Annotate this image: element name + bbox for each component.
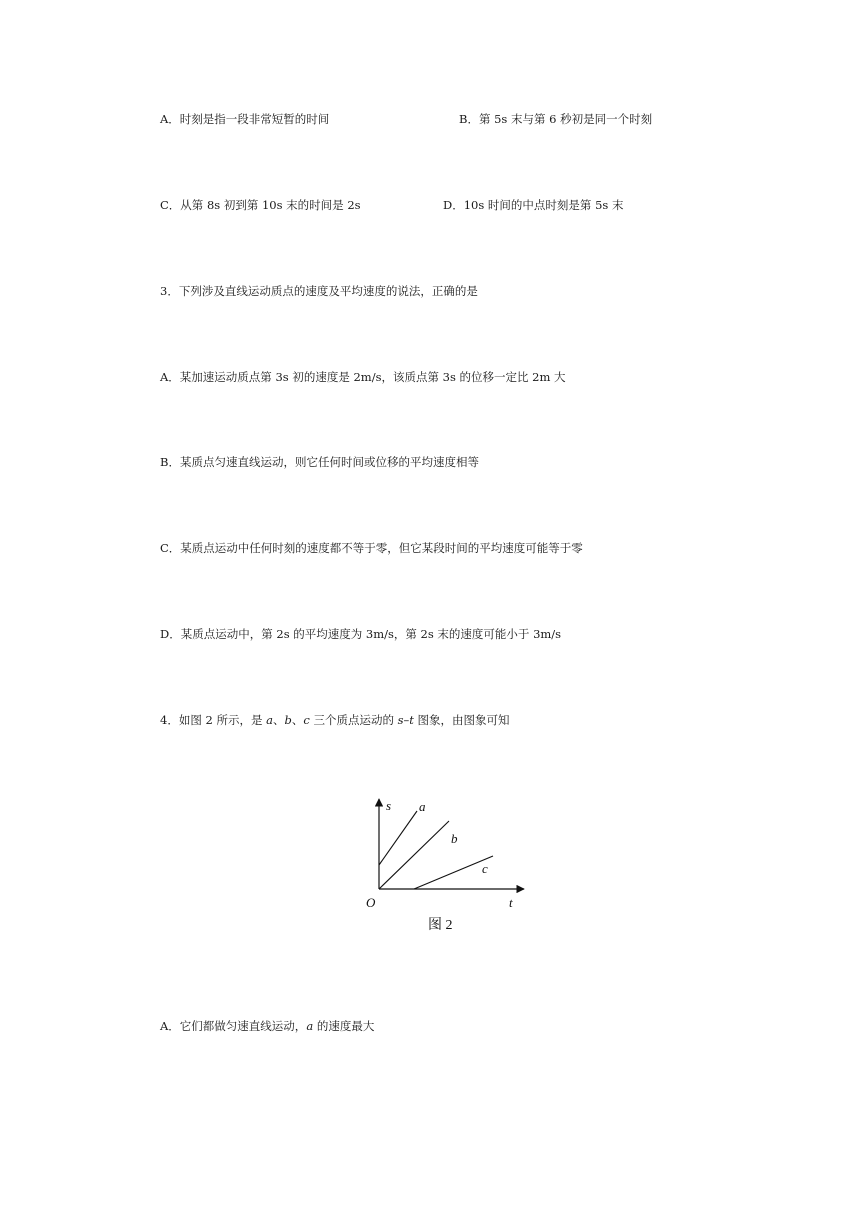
figure-2-st-graph bbox=[362, 790, 542, 940]
q4-sep-2: 、 bbox=[291, 713, 304, 727]
q2-option-b: B．第 5s 末与第 6 秒初是同一个时刻 bbox=[459, 112, 653, 126]
q4-stem-suffix: 图象，由图象可知 bbox=[413, 713, 510, 727]
line-c-label: c bbox=[482, 861, 488, 876]
q4-var-b: b bbox=[284, 713, 292, 727]
q2-option-d: D．10s 时间的中点时刻是第 5s 末 bbox=[443, 198, 624, 212]
q4-stem-prefix: 4．如图 2 所示，是 bbox=[160, 713, 267, 727]
q3-option-d: D．某质点运动中，第 2s 的平均速度为 3m/s，第 2s 末的速度可能小于 3m/s bbox=[160, 627, 562, 641]
q2-option-c: C．从第 8s 初到第 10s 末的时间是 2s bbox=[160, 198, 361, 212]
line-b-label: b bbox=[451, 831, 458, 846]
q4-option-a-suffix: 的速度最大 bbox=[313, 1019, 375, 1033]
q2-option-a: A．时刻是指一段非常短暂的时间 bbox=[160, 112, 330, 126]
figure-caption: 图 2 bbox=[428, 918, 453, 933]
q4-var-c: c bbox=[303, 713, 310, 727]
q3-option-b: B．某质点匀速直线运动，则它任何时间或位移的平均速度相等 bbox=[160, 455, 479, 469]
q3-stem: 3．下列涉及直线运动质点的速度及平均速度的说法，正确的是 bbox=[160, 284, 478, 298]
q4-option-a-prefix: A．它们都做匀速直线运动， bbox=[160, 1019, 307, 1033]
s-axis-label: s bbox=[386, 798, 392, 813]
q4-option-a bbox=[160, 1018, 374, 1034]
t-axis-label: t bbox=[509, 895, 513, 910]
q4-stem bbox=[160, 712, 510, 728]
q4-option-a-var: a bbox=[306, 1019, 314, 1033]
origin-label: O bbox=[366, 895, 376, 910]
q4-st-label: s–t bbox=[397, 713, 414, 727]
q4-stem-mid: 三个质点运动的 bbox=[309, 713, 398, 727]
q3-option-c: C．某质点运动中任何时刻的速度都不等于零，但它某段时间的平均速度可能等于零 bbox=[160, 541, 583, 555]
line-a-label: a bbox=[419, 799, 426, 814]
q4-sep-1: 、 bbox=[272, 713, 285, 727]
q4-var-a: a bbox=[266, 713, 273, 727]
q3-option-a: A．某加速运动质点第 3s 初的速度是 2m/s，该质点第 3s 的位移一定比 2m 大 bbox=[160, 370, 566, 384]
